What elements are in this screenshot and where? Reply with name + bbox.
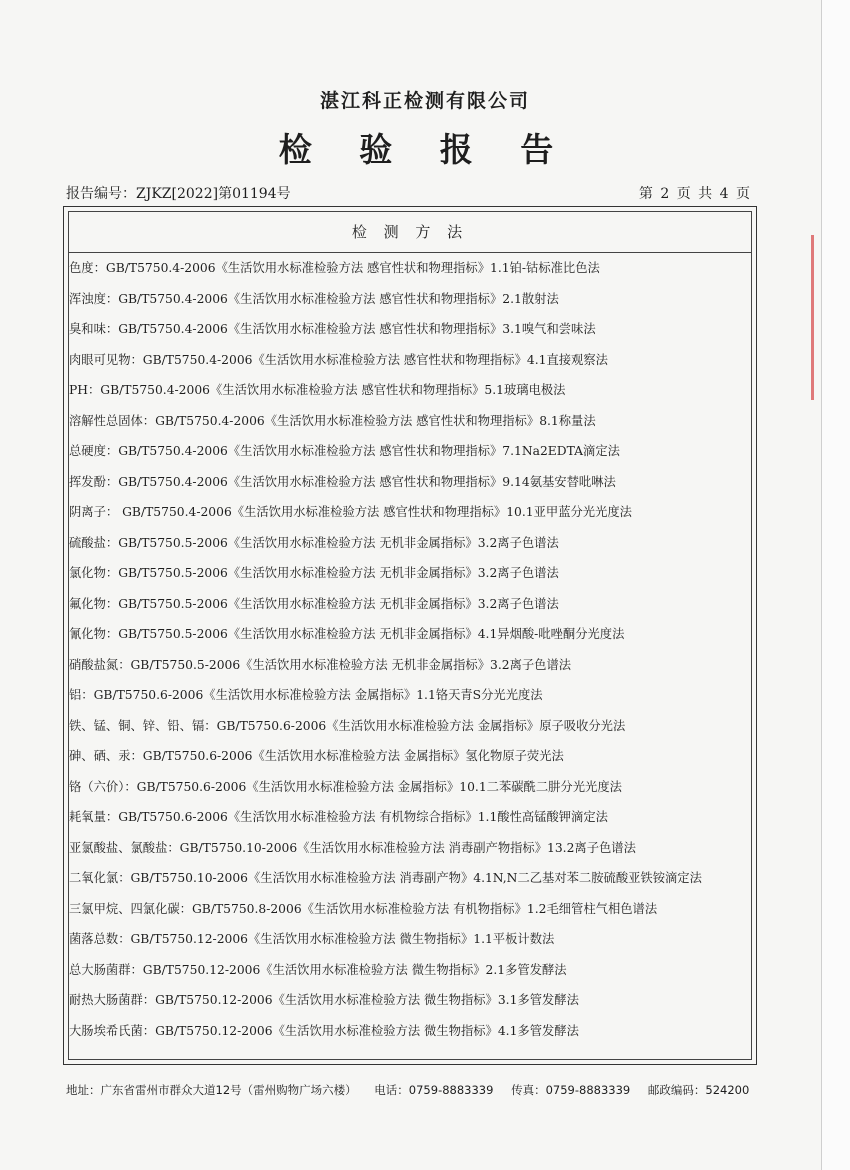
method-row: 菌落总数：GB/T5750.12-2006《生活饮用水标准检验方法 微生物指标》1.1平板计数法	[69, 932, 555, 946]
footer-postcode: 邮政编码：524200	[647, 1083, 750, 1097]
methods-list	[69, 253, 751, 1046]
methods-table-inner	[68, 211, 752, 1060]
footer-address: 地址：广东省雷州市群众大道12号（雷州购物广场六楼）	[66, 1083, 357, 1097]
method-row: 铝：GB/T5750.6-2006《生活饮用水标准检验方法 金属指标》1.1铬天青S分光光度法	[69, 688, 543, 702]
method-row: 色度：GB/T5750.4-2006《生活饮用水标准检验方法 感官性状和物理指标》1.1铂-钴标准比色法	[69, 261, 600, 275]
method-row: 氯化物：GB/T5750.5-2006《生活饮用水标准检验方法 无机非金属指标》3.2离子色谱法	[69, 566, 559, 580]
methods-table	[63, 206, 757, 1065]
method-row: 铬（六价）：GB/T5750.6-2006《生活饮用水标准检验方法 金属指标》10.1二苯碳酰二肼分光光度法	[69, 779, 622, 794]
method-row: 总大肠菌群：GB/T5750.12-2006《生活饮用水标准检验方法 微生物指标》2.1多管发酵法	[69, 962, 567, 977]
footer	[66, 1082, 763, 1098]
page-indicator: 第 2 页 共 4 页	[638, 186, 750, 202]
section-header: 检 测 方 法	[69, 212, 751, 253]
method-row: 大肠埃希氏菌：GB/T5750.12-2006《生活饮用水标准检验方法 微生物指标》4.1多管发酵法	[69, 1023, 579, 1038]
method-row: 总硬度：GB/T5750.4-2006《生活饮用水标准检验方法 感官性状和物理指标》7.1Na2EDTA滴定法	[69, 444, 620, 458]
method-row: 氰化物：GB/T5750.5-2006《生活饮用水标准检验方法 无机非金属指标》4.1异烟酸-吡唑酮分光度法	[69, 627, 625, 641]
method-row: 耗氧量：GB/T5750.6-2006《生活饮用水标准检验方法 有机物综合指标》1.1酸性高锰酸钾滴定法	[69, 810, 608, 824]
method-row: 浑浊度：GB/T5750.4-2006《生活饮用水标准检验方法 感官性状和物理指标》2.1散射法	[69, 291, 559, 306]
method-row: 溶解性总固体：GB/T5750.4-2006《生活饮用水标准检验方法 感官性状和物理指标》8.1称量法	[69, 413, 596, 428]
seal-mark	[811, 235, 822, 400]
report-title: 检 验 报 告	[278, 130, 572, 169]
method-row: 阴离子： GB/T5750.4-2006《生活饮用水标准检验方法 感官性状和物理指标》10.1亚甲蓝分光光度法	[69, 505, 632, 519]
method-row: 三氯甲烷、四氯化碳：GB/T5750.8-2006《生活饮用水标准检验方法 有机物指标》1.2毛细管柱气相色谱法	[69, 901, 658, 916]
footer-fax: 传真：0759-8883339	[511, 1083, 631, 1097]
method-row: 砷、硒、汞：GB/T5750.6-2006《生活饮用水标准检验方法 金属指标》氢化物原子荧光法	[69, 749, 564, 763]
method-row: 耐热大肠菌群：GB/T5750.12-2006《生活饮用水标准检验方法 微生物指标》3.1多管发酵法	[69, 993, 579, 1007]
company-name: 湛江科正检测有限公司	[319, 90, 530, 112]
method-row: 二氧化氯：GB/T5750.10-2006《生活饮用水标准检验方法 消毒副产物》4.1N,N二乙基对苯二胺硫酸亚铁铵滴定法	[69, 871, 702, 885]
method-row: 亚氯酸盐、氯酸盐：GB/T5750.10-2006《生活饮用水标准检验方法 消毒副产物指标》13.2离子色谱法	[69, 840, 636, 855]
report-number: 报告编号：ZJKZ[2022]第01194号	[66, 186, 291, 202]
method-row: 挥发酚：GB/T5750.4-2006《生活饮用水标准检验方法 感官性状和物理指标》9.14氨基安替吡啉法	[69, 474, 616, 489]
footer-phone: 电话：0759-8883339	[374, 1083, 494, 1097]
method-row: 硫酸盐：GB/T5750.5-2006《生活饮用水标准检验方法 无机非金属指标》3.2离子色谱法	[69, 535, 559, 550]
method-row: PH：GB/T5750.4-2006《生活饮用水标准检验方法 感官性状和物理指标》5.1玻璃电极法	[69, 383, 566, 397]
method-row: 肉眼可见物：GB/T5750.4-2006《生活饮用水标准检验方法 感官性状和物理指标》4.1直接观察法	[69, 352, 608, 367]
method-row: 臭和味：GB/T5750.4-2006《生活饮用水标准检验方法 感官性状和物理指标》3.1嗅气和尝味法	[69, 322, 596, 336]
method-row: 氟化物：GB/T5750.5-2006《生活饮用水标准检验方法 无机非金属指标》3.2离子色谱法	[69, 596, 559, 611]
method-row: 硝酸盐氮：GB/T5750.5-2006《生活饮用水标准检验方法 无机非金属指标》3.2离子色谱法	[69, 657, 572, 672]
method-row: 铁、锰、铜、锌、铅、镉：GB/T5750.6-2006《生活饮用水标准检验方法 金属指标》原子吸收分光法	[69, 718, 626, 733]
page-edge-strip	[821, 0, 850, 1170]
